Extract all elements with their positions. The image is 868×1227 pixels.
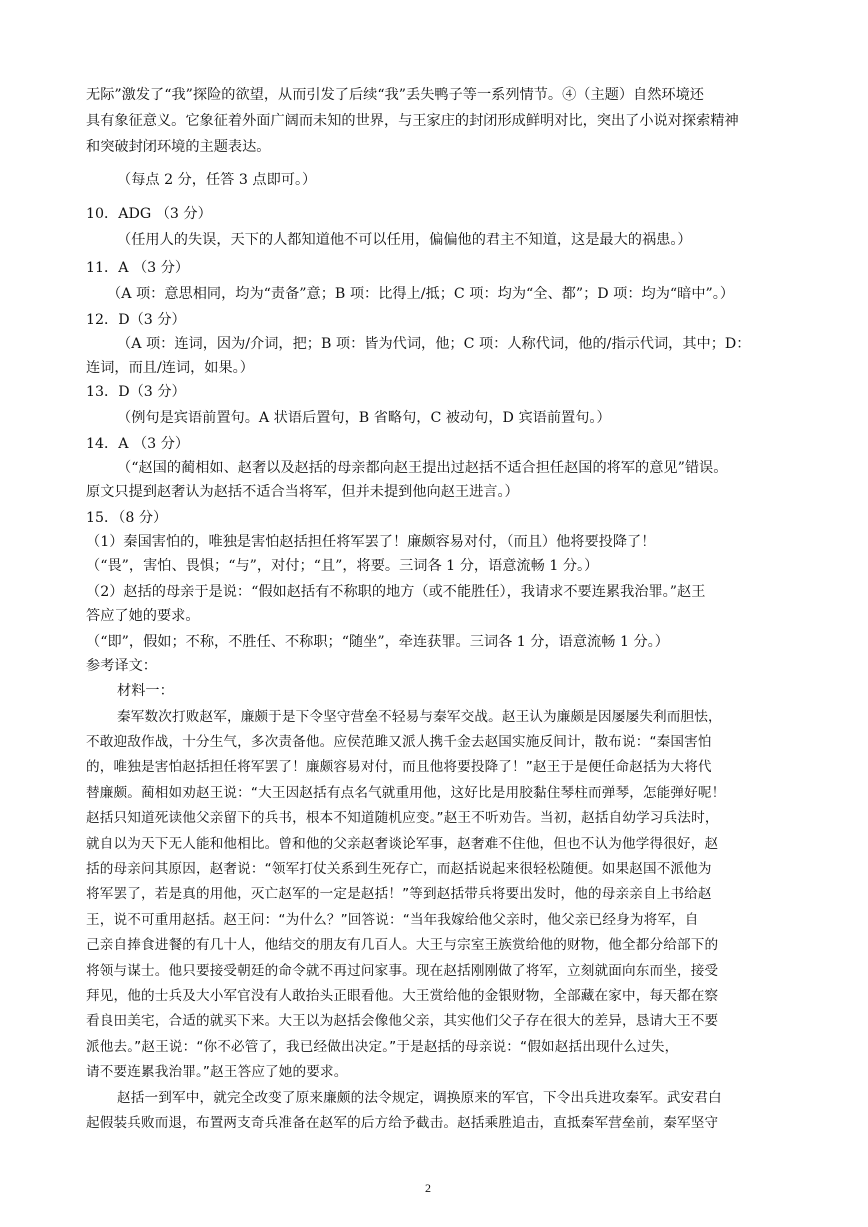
text-line: 派他去。”赵王说：“你不必管了，我已经做出决定。”于是赵括的母亲说：“假如赵括出现什么过失，: [86, 1039, 679, 1055]
text-line: （例句是宾语前置句。A 状语后置句，B 省略句，C 被动句，D 宾语前置句。）: [117, 410, 611, 426]
text-line: 看良田美宅，合适的就买下来。大王以为赵括会像他父亲，其实他们父子存在很大的差异，恳请大王不要: [86, 1013, 719, 1029]
text-line: 原文只提到赵奢认为赵括不适合当将军，但并未提到他向赵王进言。）: [86, 484, 519, 500]
text-line: 10．ADG （3 分）: [86, 206, 212, 222]
text-line: 起假装兵败而退，布置两支奇兵准备在赵军的后方给予截击。赵括乘胜追击，直抵秦军营垒前，秦军坚守: [86, 1115, 719, 1131]
text-line: 参考译文：: [86, 658, 157, 674]
text-line: 13．D（3 分）: [86, 384, 186, 400]
text-line: 就自以为天下无人能和他相比。曾和他的父亲赵奢谈论军事，赵奢难不住他，但也不认为他学得很好，赵: [86, 836, 719, 852]
text-line: （“畏”，害怕、畏惧；“与”，对付；“且”，将要。三词各 1 分，语意流畅 1 分。）: [86, 558, 599, 574]
text-line: 14．A （3 分）: [86, 436, 190, 452]
text-line: 12．D（3 分）: [86, 312, 186, 328]
text-line: 替廉颇。蔺相如劝赵王说：“大王因赵括有点名气就重用他，这好比是用胶黏住琴柱而弹琴，怎能弹好呢！: [86, 785, 726, 801]
text-line: 秦军数次打败赵军，廉颇于是下令坚守营垒不轻易与秦军交战。赵王认为廉颇是因屡屡失利而胆怯，: [117, 709, 722, 725]
text-line: 赵括只知道死读他父亲留下的兵书，根本不知道随机应变。”赵王不听劝告。当初，赵括自幼学习兵法时，: [86, 810, 719, 826]
text-line: 15．（8 分）: [86, 510, 168, 526]
text-line: （2）赵括的母亲于是说：“假如赵括有不称职的地方（或不能胜任），我请求不要连累我治罪。”赵王: [86, 584, 706, 600]
text-line: 和突破封闭环境的主题表达。: [86, 139, 271, 155]
text-line: （“赵国的蔺相如、赵奢以及赵括的母亲都向赵王提出过赵括不适合担任赵国的将军的意见”错误。: [117, 460, 728, 476]
text-line: （“即”，假如；不称，不胜任、不称职；“随坐”，牵连获罪。三词各 1 分，语意流畅 1 分。）: [86, 634, 669, 650]
text-line: （A 项：意思相同，均为“责备”意；B 项：比得上/抵；C 项：均为“全、都”；D 项：均为“暗中”。）: [107, 286, 735, 302]
text-line: 11．A （3 分）: [86, 260, 190, 276]
text-line: 答应了她的要求。: [86, 608, 200, 624]
text-line: 的，唯独是害怕赵括担任将军罢了！廉颇容易对付，而且他将要投降了！”赵王于是便任命赵括为大将代: [86, 759, 712, 775]
text-line: 具有象征意义。它象征着外面广阔而未知的世界，与王家庄的封闭形成鲜明对比，突出了小说对探索精神: [86, 113, 739, 129]
text-line: （每点 2 分，任答 3 点即可。）: [117, 172, 317, 188]
text-line: 材料一：: [117, 683, 174, 699]
text-line: 连词，而且/连词，如果。）: [86, 360, 254, 376]
text-line: 拜见，他的士兵及大小军官没有人敢抬头正眼看他。大王赏给他的金银财物，全部藏在家中，每天都在察: [86, 988, 719, 1004]
text-line: 不敢迎敌作战，十分生气，多次责备他。应侯范雎又派人携千金去赵国实施反间计，散布说：“秦国害怕: [86, 734, 712, 750]
page-number: 2: [425, 1181, 431, 1195]
text-line: 己亲自捧食进餐的有几十人，他结交的朋友有几百人。大王与宗室王族赏给他的财物，他全都分给部下的: [86, 937, 719, 953]
text-line: 赵括一到军中，就完全改变了原来廉颇的法令规定，调换原来的军官，下令出兵进攻秦军。武安君白: [117, 1090, 722, 1106]
text-line: 括的母亲问其原因，赵奢说：“领军打仗关系到生死存亡，而赵括说起来很轻松随便。如果赵国不派他为: [86, 861, 712, 877]
text-line: 请不要连累我治罪。”赵王答应了她的要求。: [86, 1064, 348, 1080]
text-line: 将领与谋士。他只要接受朝廷的命令就不再过问家事。现在赵括刚刚做了将军，立刻就面向东而坐，接受: [86, 963, 719, 979]
text-line: 无际”激发了“我”探险的欲望，从而引发了后续“我”丢失鸭子等一系列情节。④（主题）自然环境还: [86, 87, 704, 103]
text-line: 王，说不可重用赵括。赵王问：“为什么？”回答说：“当年我嫁给他父亲时，他父亲已经身为将军，自: [86, 912, 699, 928]
text-line: 将军罢了，若是真的用他，灭亡赵军的一定是赵括！”等到赵括带兵将要出发时，他的母亲亲自上书给赵: [86, 886, 712, 902]
text-line: （任用人的失误，天下的人都知道他不可以任用，偏偏他的君主不知道，这是最大的祸患。）: [117, 232, 692, 248]
text-line: （A 项：连词，因为/介词，把；B 项：皆为代词，他；C 项：人称代词，他的/指示代词，其中；D：: [117, 336, 751, 352]
text-line: （1）秦国害怕的，唯独是害怕赵括担任将军罢了！廉颇容易对付，（而且）他将要投降了！: [86, 534, 656, 550]
